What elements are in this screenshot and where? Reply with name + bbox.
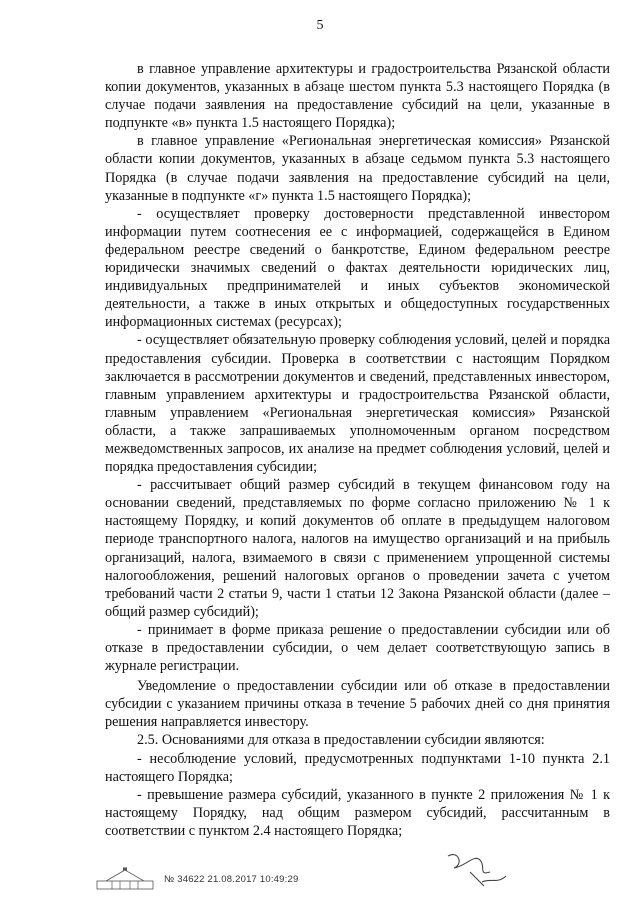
paragraph: - принимает в форме приказа решение о предоставлении субсидии или об отказе в предоставлении субсидии, о чем делает соответствующую запись в журнале регистрации. <box>105 621 610 675</box>
paragraph: 2.5. Основаниями для отказа в предоставлении субсидии являются: <box>137 732 545 749</box>
paragraph: - превышение размера субсидий, указанного в пункте 2 приложения № 1 к настоящему Порядку, над общим размером субсидий, рассчитанным в соответствии с пунктом 2.4 настоящего Порядка; <box>105 786 610 839</box>
document-body <box>105 60 610 840</box>
paragraph: - осуществляет обязательную проверку соблюдения условий, целей и порядка предоставления субсидии. Проверка в соответствии с настоящим Порядком заключается в рассмотрении документов и сведений, представленных инвестором, главным управлением архитектуры и градостроительства Рязанской области, главным управлением «Региональная энергетическая комиссия» Рязанской области, а также запрашиваемых уполномоченным органом посредством межведомственных запросов, их анализе на предмет соблюдения условий, целей и порядка предоставления субсидии; <box>105 332 610 476</box>
paragraph: в главное управление архитектуры и градостроительства Рязанской области копии документов, указанных в абзаце шестом пункта 5.3 настоящего Порядка (в случае подачи заявления на предоставление субсидий на цели, указанные в подпункте «в» пункта 1.5 настоящего Порядка); <box>105 61 610 132</box>
paragraph: в главное управление «Региональная энергетическая комиссия» Рязанской области копии документов, указанных в абзаце седьмом пункта 5.3 настоящего Порядка (в случае подачи заявления на предоставление субсидий на цели, указанные в подпункте «г» пункта 1.5 настоящего Порядка); <box>105 133 610 204</box>
paragraph: - осуществляет проверку достоверности представленной инвестором информации путем соотнесения ее с информацией, содержащейся в Едином федеральном реестре сведений о банкротстве, Едином федеральном реестре юридически значимых сведений о фактах деятельности юридических лиц, индивидуальных предпринимателей и иных субъектов экономической деятельности, а также в иных открытых и общедоступных государственных информационных системах (ресурсах); <box>105 205 610 331</box>
building-emblem-icon <box>96 867 154 891</box>
paragraph: - несоблюдение условий, предусмотренных подпунктами 1-10 пункта 2.1 настоящего Порядка; <box>105 750 610 785</box>
registration-footer <box>96 866 298 892</box>
handwritten-signature-icon <box>440 842 520 892</box>
registration-number: № 34622 21.08.2017 10:49:29 <box>164 873 299 885</box>
page-number: 5 <box>316 18 324 33</box>
paragraph: Уведомление о предоставлении субсидии или об отказе в предоставлении субсидии с указанием причины отказа в течение 5 рабочих дней со дня принятия решения направляется инвестору. <box>105 678 610 731</box>
paragraph: - рассчитывает общий размер субсидий в текущем финансовом году на основании сведений, представляемых по форме согласно приложению № 1 к настоящему Порядку, и копий документов об оплате в предыдущем налоговом периоде транспортного налога, налогов на имущество организаций и на прибыль организаций, налога, взимаемого в связи с применением упрощенной системы налогообложения, решений налоговых органов о проведении зачета с учетом требований части 2 статьи 9, части 1 статьи 12 Закона Рязанской области (далее – общий размер субсидий); <box>105 477 610 620</box>
